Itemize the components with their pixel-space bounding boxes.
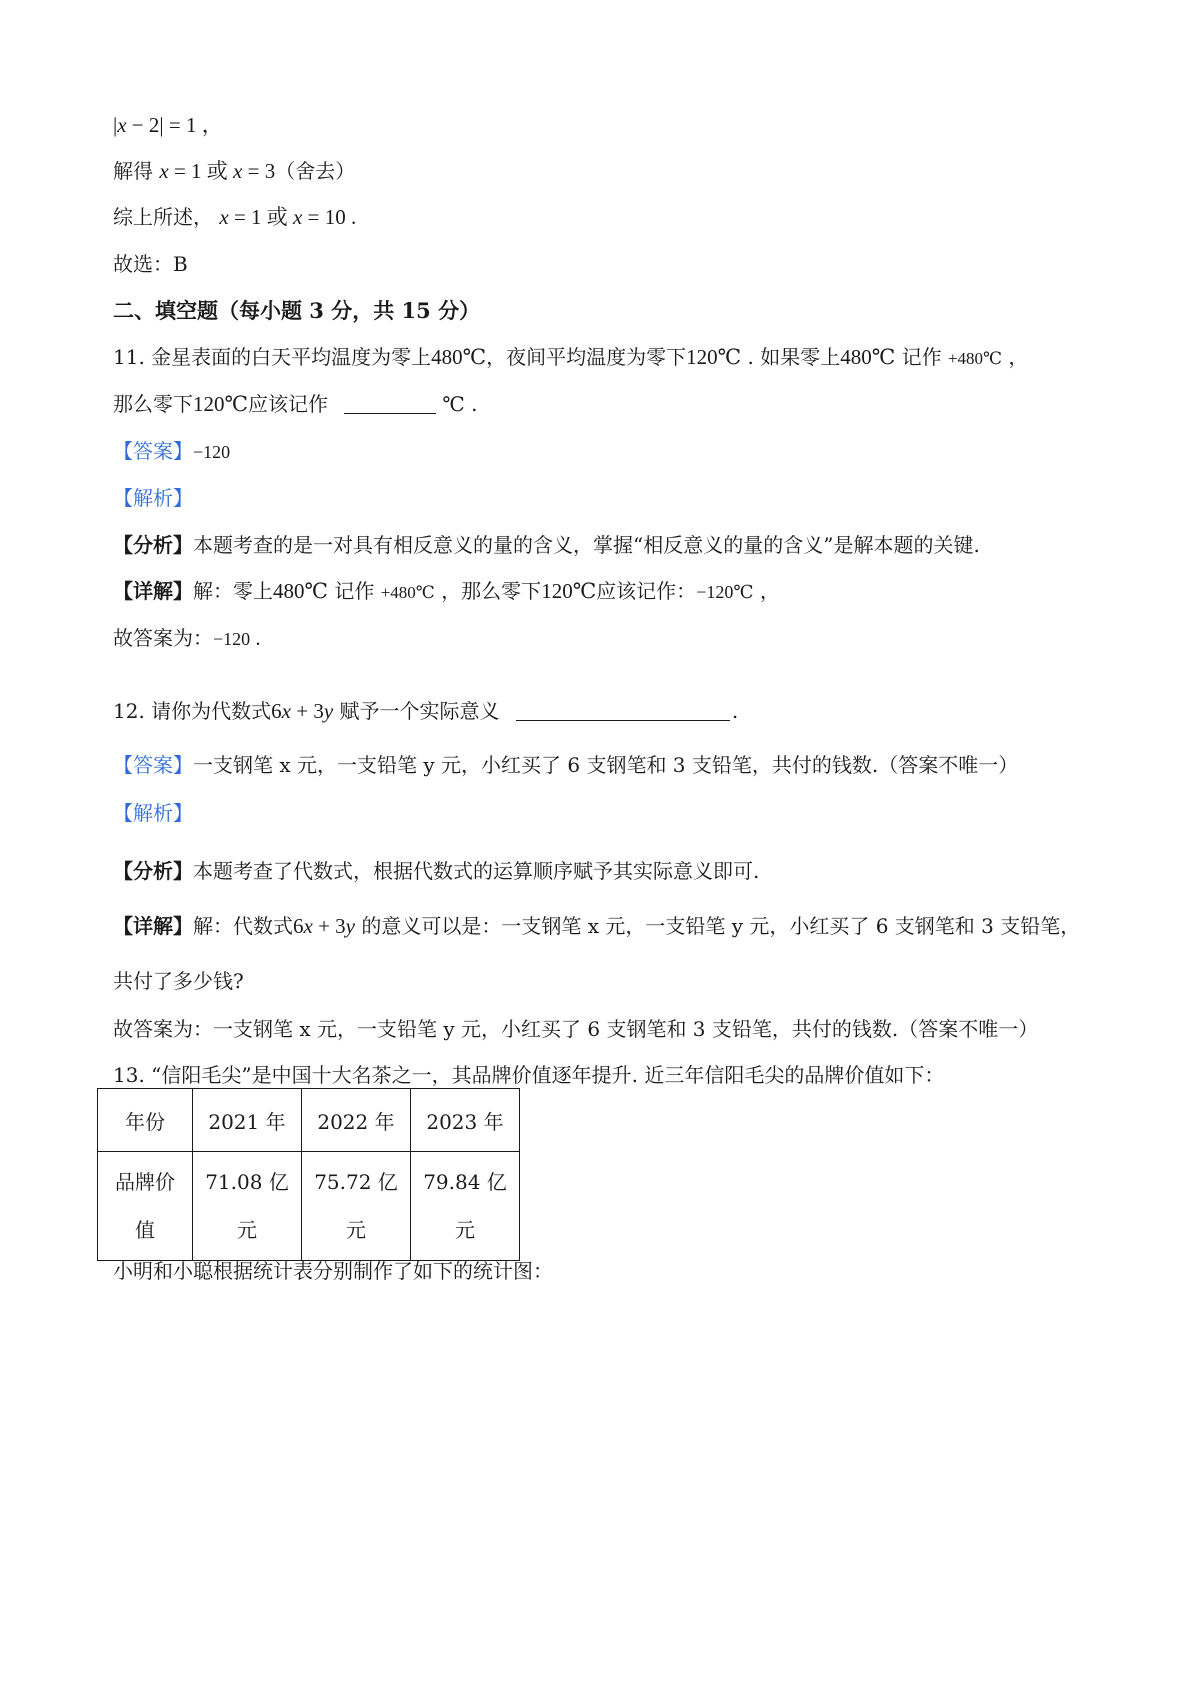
table-row [98, 1152, 520, 1261]
table-header-cell: 2022 年 [302, 1089, 411, 1152]
q13-intro: 13. “信阳毛尖”是中国十大名茶之一，其品牌价值逐年提升. 近三年信阳毛尖的品牌价值如下： [113, 1063, 945, 1087]
q13-after-table: 小明和小聪根据统计表分别制作了如下的统计图： [113, 1259, 553, 1283]
answer-blank [344, 393, 436, 414]
q12-xiangjie-line: 【详解】解：代数式6x + 3y 的意义可以是：一支钢笔 x 元，一支铅笔 y 元，小红买了 6 支钢笔和 3 支铅笔， [113, 914, 1081, 938]
q12-final-line: 故答案为：一支钢笔 x 元，一支铅笔 y 元，小红买了 6 支钢笔和 3 支铅笔，共付的钱数.（答案不唯一） [113, 1017, 1039, 1041]
q12-line1: 12. 请你为代数式6x + 3y 赋予一个实际意义 . [113, 699, 739, 723]
q11-final-line: 故答案为：−120 . [113, 626, 261, 650]
solve-line: 解得 x = 1 或 x = 3（舍去） [113, 159, 356, 183]
answer-tag: 【答案】 [113, 439, 193, 463]
brand-value-table [97, 1088, 520, 1261]
table-cell: 75.72 亿 元 [302, 1152, 411, 1261]
q11-xiangjie-line: 【详解】解：零上480℃ 记作 +480℃ ，那么零下120℃应该记作：−120℃ ， [113, 579, 780, 603]
table-cell: 71.08 亿 元 [193, 1152, 302, 1261]
choice-line: 故选：B [113, 252, 188, 276]
q11-fenxi-line: 【分析】本题考查的是一对具有相反意义的量的含义，掌握“相反意义的量的含义”是解本题的关键. [113, 533, 980, 557]
q12-analysis-tag: 【解析】 [113, 801, 193, 825]
summary-line: 综上所述， x = 1 或 x = 10 . [113, 205, 357, 229]
q12-fenxi-line: 【分析】本题考查了代数式，根据代数式的运算顺序赋予其实际意义即可. [113, 859, 760, 883]
abs-equation-line: |x − 2| = 1 ， [113, 113, 223, 137]
q11-line1: 11. 金星表面的白天平均温度为零上480℃，夜间平均温度为零下120℃ . 如果零上480℃ 记作 +480℃ ， [113, 345, 1029, 369]
q12-answer-line: 【答案】一支钢笔 x 元，一支铅笔 y 元，小红买了 6 支钢笔和 3 支铅笔，共付的钱数.（答案不唯一） [113, 753, 1019, 777]
table-header-row [98, 1089, 520, 1152]
answer-tag: 【答案】 [113, 753, 193, 777]
section-heading: 二、填空题（每小题 3 分，共 15 分） [113, 298, 481, 323]
q11-answer-line: 【答案】−120 [113, 439, 231, 463]
table-header-cell: 2021 年 [193, 1089, 302, 1152]
q12-xiangjie-cont: 共付了多少钱? [113, 969, 244, 993]
table-header-cell: 2023 年 [411, 1089, 520, 1152]
q11-analysis-tag: 【解析】 [113, 486, 193, 510]
table-cell: 79.84 亿 元 [411, 1152, 520, 1261]
q11-line2: 那么零下120℃应该记作 ℃ . [113, 392, 478, 416]
table-row-label: 品牌价 值 [98, 1152, 193, 1261]
answer-blank [516, 700, 730, 721]
table-header-cell: 年份 [98, 1089, 193, 1152]
